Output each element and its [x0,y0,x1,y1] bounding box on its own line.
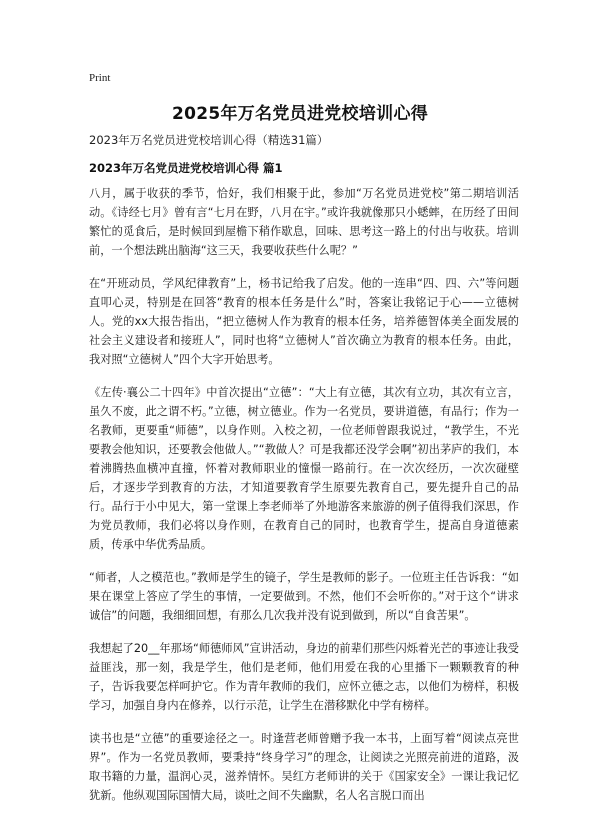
paragraph-2: 在“开班动员，学风纪律教育”上，杨书记给我了启发。他的一连串“四、四、六”等问题直叩心灵，特别是在回答“教育的根本任务是什么”时，答案让我铭记于心——立德树人。党的xx大报告指出，“把立德树人作为教育的根本任务，培养德智体美全面发展的社会主义建设者和接班人”，同时也将“立德树人”首次确立为教育的根本任务。由此，我对照“立德树人”四个大字开始思考。 [89,277,519,366]
paragraph-1: 八月，属于收获的季节，恰好，我们相聚于此，参加“万名党员进党校”第二期培训活动。《诗经七月》曾有言“七月在野，八月在宇。”或许我就像那只小蟋蟀，在历经了田间繁忙的觅食后，是时候回到屋檐下稍作歇息，回味、思考这一路上的付出与收获。培训前，一个想法跳出脑海“这三天，我要收获些什么呢？” [89,187,519,257]
document-body [89,184,519,819]
paragraph-6: 读书也是“立德”的重要途径之一。时逢营老师曾赠予我一本书，上面写着“阅读点亮世界”。作为一名党员教师，要秉持“终身学习”的理念，让阅读之光照亮前进的道路，汲取书籍的力量，温润心灵，滋养情怀。吴红方老师讲的关于《国家安全》一课让我记忆犹新。他纵观国际国情大局，谈吐之间不失幽默，名人名言脱口而出 [89,732,519,802]
paragraph-3: 《左传·襄公二十四年》中首次提出“立德”：“大上有立德，其次有立功，其次有立言，虽久不废，此之谓不朽。”立德，树立德业。作为一名党员，要讲道德，有品行；作为一名教师，更要重“师德”，以身作则。入校之初，一位老师曾跟我说过，“教学生，不光要教会他知识，还要教会他做人。”“教做人？可是我都还没学会啊”初出茅庐的我们，本着沸腾热血横冲直撞，怀着对教师职业的憧憬一路前行。在一次次经历，一次次碰壁后，才逐步学到教育的方法，才知道要教育学生原要先教育自己，要先提升自己的品行。品行于小中见大，第一堂课上李老师举了外地游客来旅游的例子值得我们深思，作为党员教师，我们必将以身作则，在教育自己的同时，也教育学生，提高自身道德素质，传承中华优秀品质。 [89,386,519,551]
document-subtitle: 2023年万名党员进党校培训心得（精选31篇） [89,133,329,147]
paragraph-4: “师者，人之模范也。”教师是学生的镜子，学生是教师的影子。一位班主任告诉我：“如果在课堂上答应了学生的事情，一定要做到。不然，他们不会听你的。”对于这个“讲求诚信”的问题，我细细回想，有那么几次我并没有说到做到，所以“自食苦果”。 [89,571,519,622]
section-heading: 2023年万名党员进党校培训心得 篇1 [89,161,283,175]
paragraph-5: 我想起了20__年那场“师德师风”宣讲活动，身边的前辈们那些闪烁着光芒的事迹让我受益匪浅，那一刻，我是学生，他们是老师，他们用爱在我的心里播下一颗颗教育的种子，告诉我要怎样呵护它。作为青年教师的我们，应怀立德之志，以他们为榜样，积极学习，加强自身内在修养，以行示范，让学生在潜移默化中学有榜样。 [89,642,519,712]
print-label: Print [89,72,111,84]
page-title: 2025年万名党员进党校培训心得 [171,104,429,124]
